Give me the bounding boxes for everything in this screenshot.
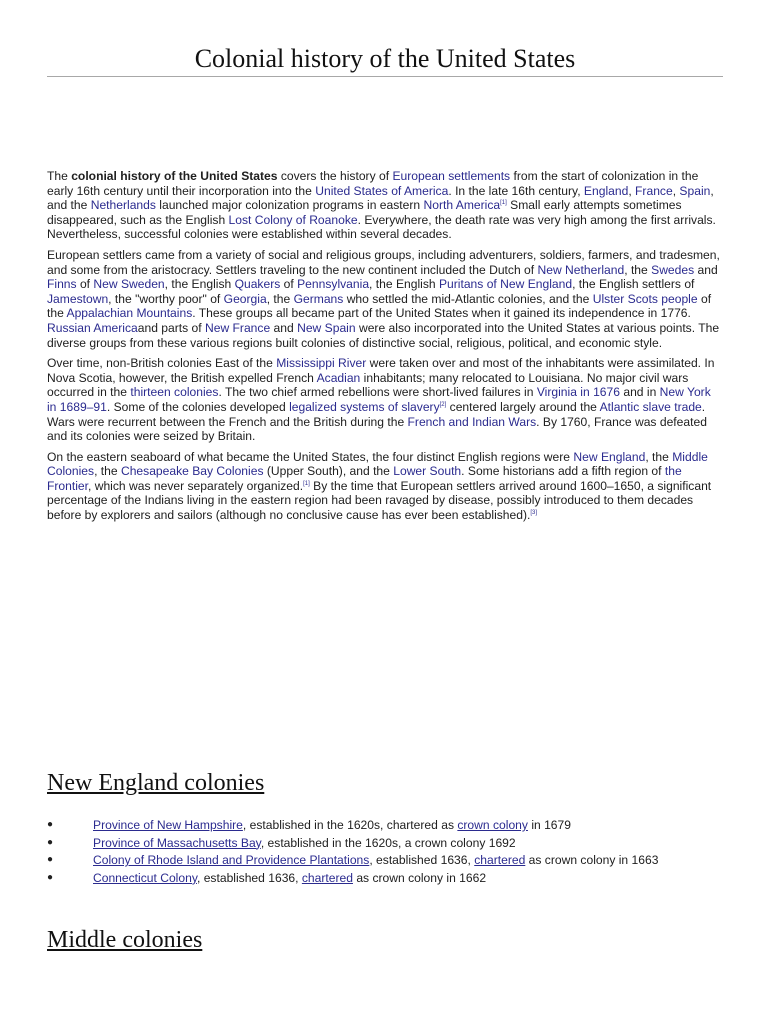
link-germans[interactable]: Germans xyxy=(293,291,344,306)
text: , the English xyxy=(164,277,235,292)
text: , the xyxy=(94,464,121,479)
text: , which was never separately organized. xyxy=(88,478,304,493)
list-item xyxy=(47,871,723,886)
link-puritans[interactable]: Puritans of New England xyxy=(438,277,573,292)
text: . These groups all became part of the United States when it gained its independence in 1776. xyxy=(192,306,691,321)
link-finns[interactable]: Finns xyxy=(47,277,77,292)
text: , the "worthy poor" of xyxy=(108,291,224,306)
text: , established 1636, xyxy=(196,870,302,885)
text: , xyxy=(628,183,636,198)
text: The xyxy=(47,169,72,183)
reference-3[interactable]: [3] xyxy=(530,510,538,517)
text: launched major colonization programs in eastern xyxy=(155,198,424,213)
text: . By 1760, France was defeated and its colonies were seized by Britain. xyxy=(47,414,707,444)
text: , the English settlers of xyxy=(572,277,695,292)
link-virginia-1676[interactable]: Virginia in 1676 xyxy=(536,385,620,400)
list-item xyxy=(47,818,723,833)
link-netherlands[interactable]: Netherlands xyxy=(90,198,156,213)
link-slavery[interactable]: legalized systems of slavery xyxy=(289,399,440,414)
link-north-america[interactable]: North America xyxy=(423,198,501,213)
link-lower-south[interactable]: Lower South xyxy=(393,464,462,479)
article xyxy=(47,0,723,953)
text: Over time, non-British colonies East of the xyxy=(47,356,277,371)
intro-section xyxy=(47,169,723,529)
text: . Some of the colonies developed xyxy=(106,399,290,414)
paragraph-2 xyxy=(47,248,723,350)
text: in 1679 xyxy=(527,818,571,832)
link-rhode-island[interactable]: Colony of Rhode Island and Providence Plantations xyxy=(93,853,370,868)
link-crown-colony[interactable]: crown colony xyxy=(457,818,528,832)
text: of xyxy=(280,277,298,292)
text: as crown colony in 1662 xyxy=(352,870,487,885)
link-middle-colonies[interactable]: Middle Colonies xyxy=(47,449,708,479)
link-chartered[interactable]: chartered xyxy=(474,853,526,868)
text: , the xyxy=(645,449,673,464)
link-new-sweden[interactable]: New Sweden xyxy=(93,277,165,292)
text: inhabitants; many relocated to Louisiana. No major civil wars occurred in the xyxy=(47,370,689,400)
bullet-icon: ● xyxy=(47,819,54,830)
text: and xyxy=(270,320,298,335)
text: European settlers came from a variety of social and religious groups, including adventurers, soldiers, farmers, and tradesmen, and some from the aristocracy. Settlers traveling to the new continent included the Dutch of xyxy=(47,247,720,277)
new-england-colonies-list xyxy=(47,818,723,888)
text: . Some historians add a fifth region of xyxy=(461,464,665,479)
link-ulster-scots[interactable]: Ulster Scots people xyxy=(592,291,698,306)
text: . Everywhere, the death rate was very high among the first arrivals. Nevertheless, successful colonies were established within several decades. xyxy=(47,212,716,242)
text: , and the xyxy=(47,183,714,213)
link-french-indian-wars[interactable]: French and Indian Wars xyxy=(407,414,537,429)
text: By the time that European settlers arrived around 1600–1650, a significant percentage of the Indians living in the eastern region had been ravaged by disease, possibly introduced to them decades before by explorers and sailors (although no conclusive cause has ever been established). xyxy=(47,478,712,523)
text: covers the history of xyxy=(277,169,393,183)
text: as crown colony in 1663 xyxy=(525,853,659,868)
text: from the start of colonization in the early 16th century until their incorporation into the xyxy=(47,169,699,198)
link-connecticut-colony[interactable]: Connecticut Colony xyxy=(93,870,197,885)
link-england[interactable]: England xyxy=(583,183,629,198)
text: . The two chief armed rebellions were short-lived failures in xyxy=(218,385,537,400)
heading-new-england-colonies: New England colonies xyxy=(47,770,265,796)
reference-1[interactable]: [1] xyxy=(500,200,507,207)
text: , xyxy=(672,183,680,198)
link-acadian[interactable]: Acadian xyxy=(316,370,361,385)
link-new-netherland[interactable]: New Netherland xyxy=(537,262,625,277)
link-new-england[interactable]: New England xyxy=(573,449,646,464)
reference-2[interactable]: [2] xyxy=(439,401,447,408)
bold-term: colonial history of the United States xyxy=(71,169,278,183)
text: . In the late 16th century, xyxy=(448,183,584,198)
bullet-icon: ● xyxy=(47,854,54,866)
link-new-hampshire[interactable]: Province of New Hampshire xyxy=(93,818,243,832)
paragraph-4 xyxy=(47,450,723,523)
text: of the xyxy=(47,291,712,321)
page-title: Colonial history of the United States xyxy=(47,0,723,77)
link-new-spain[interactable]: New Spain xyxy=(297,320,356,335)
link-atlantic-slave-trade[interactable]: Atlantic slave trade xyxy=(599,399,702,414)
link-chesapeake-bay[interactable]: Chesapeake Bay Colonies xyxy=(120,464,264,479)
link-new-france[interactable]: New France xyxy=(204,320,271,335)
list-item xyxy=(47,853,723,868)
text: On the eastern seaboard of what became the United States, the four distinct English regions were xyxy=(47,449,574,464)
text: were taken over and most of the inhabitants were assimilated. In Nova Scotia, however, the British expelled French xyxy=(47,356,715,385)
text: of xyxy=(76,277,94,292)
link-swedes[interactable]: Swedes xyxy=(651,262,695,277)
link-spain[interactable]: Spain xyxy=(679,183,711,198)
text: . Wars were recurrent between the French and the British during the xyxy=(47,399,706,429)
text: , the English xyxy=(369,277,439,292)
paragraph-1 xyxy=(47,169,723,242)
link-quakers[interactable]: Quakers xyxy=(234,277,281,292)
link-chartered[interactable]: chartered xyxy=(301,870,353,885)
link-usa[interactable]: United States of America xyxy=(315,183,449,198)
link-jamestown[interactable]: Jamestown xyxy=(47,291,109,306)
link-mississippi-river[interactable]: Mississippi River xyxy=(276,356,367,371)
link-massachusetts-bay[interactable]: Province of Massachusetts Bay xyxy=(93,835,261,850)
link-lost-colony-roanoke[interactable]: Lost Colony of Roanoke xyxy=(228,212,358,227)
link-thirteen-colonies[interactable]: thirteen colonies xyxy=(130,385,219,400)
link-the-frontier[interactable]: the Frontier xyxy=(47,464,682,493)
text: , established in the 1620s, chartered as xyxy=(242,818,458,832)
text: , the xyxy=(266,291,294,306)
text: were also incorporated into the United States at various points. The diverse groups from these various regions built colonies of distinctive social, religious, political, and economic style. xyxy=(47,320,720,350)
link-appalachian-mountains[interactable]: Appalachian Mountains xyxy=(66,306,193,321)
text: , established in the 1620s, a crown colony 1692 xyxy=(260,835,516,850)
link-georgia[interactable]: Georgia xyxy=(223,291,267,306)
text: centered largely around the xyxy=(446,399,600,414)
heading-middle-colonies: Middle colonies xyxy=(47,927,203,953)
bullet-icon: ● xyxy=(47,871,54,883)
text: Small early attempts sometimes disappeared, such as the English xyxy=(47,198,682,227)
bullet-icon: ● xyxy=(47,836,54,848)
text: who settled the mid-Atlantic colonies, and the xyxy=(343,291,593,306)
paragraph-3 xyxy=(47,356,723,444)
text: (Upper South), and the xyxy=(263,464,394,479)
link-pennsylvania[interactable]: Pennsylvania xyxy=(297,277,370,292)
text: , the xyxy=(624,262,652,277)
text: , established 1636, xyxy=(369,853,475,868)
link-russian-america[interactable]: Russian America xyxy=(47,320,138,335)
link-new-york-1689[interactable]: New York in 1689–91 xyxy=(47,385,711,414)
link-european-settlements[interactable]: European settlements xyxy=(392,169,511,183)
reference-1[interactable]: [1] xyxy=(303,480,310,487)
link-france[interactable]: France xyxy=(635,183,673,198)
text: and parts of xyxy=(137,320,205,335)
text: and in xyxy=(619,385,660,400)
list-item xyxy=(47,836,723,851)
text: and xyxy=(694,262,718,277)
